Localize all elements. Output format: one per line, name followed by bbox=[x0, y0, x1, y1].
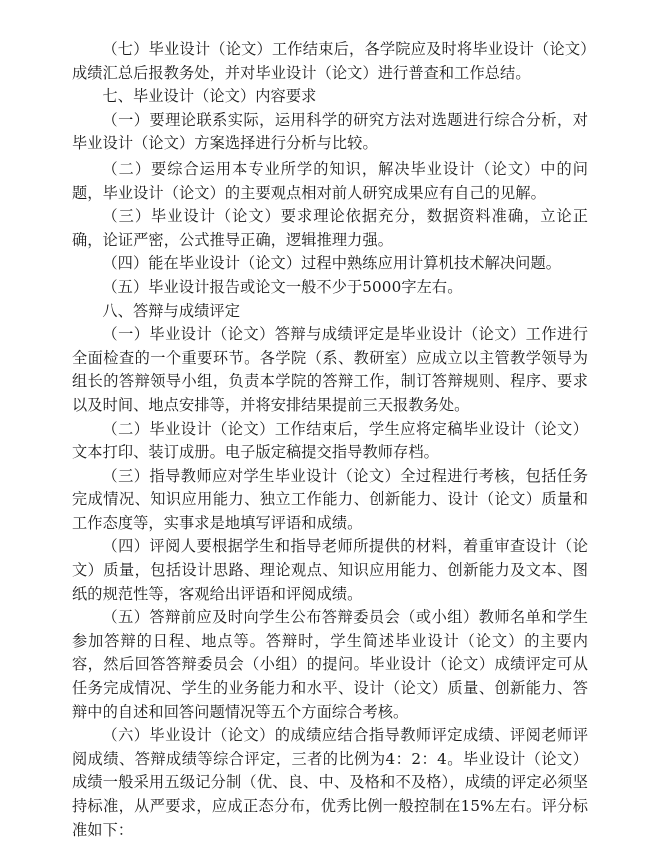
document-page bbox=[72, 38, 588, 842]
section-heading-7: 七、毕业设计（论文）内容要求 bbox=[102, 87, 317, 106]
paragraph-7-2: （二）要综合运用本专业所学的知识，解决毕业设计（论文）中的问题，毕业设计（论文）的主要观点相对前人研究成果应有自己的见解。 bbox=[72, 159, 588, 202]
paragraph-8-6: （六）毕业设计（论文）的成绩应结合指导教师评定成绩、评阅老师评阅成绩、答辩成绩等综合评定，三者的比例为4：2：4。毕业设计（论文）成绩一般采用五级记分制（优、良、中、及格和不及格），成绩的评定必须坚持标准，从严要求，应成正态分布，优秀比例一般控制在15%左右。评分标准如下： bbox=[72, 726, 588, 839]
paragraph-8-3: （三）指导教师应对学生毕业设计（论文）全过程进行考核，包括任务完成情况、知识应用能力、独立工作能力、创新能力、设计（论文）质量和工作态度等，实事求是地填写评语和成绩。 bbox=[72, 466, 588, 532]
paragraph-8-4: （四）评阅人要根据学生和指导老师所提供的材料，着重审查设计（论文）质量，包括设计思路、理论观点、知识应用能力、创新能力及文本、图纸的规范性等，客观给出评语和评阅成绩。 bbox=[72, 537, 588, 603]
paragraph-8-2: （二）毕业设计（论文）工作结束后，学生应将定稿毕业设计（论文）文本打印、装订成册。电子版定稿提交指导教师存档。 bbox=[72, 419, 588, 462]
paragraph-8-1: （一）毕业设计（论文）答辩与成绩评定是毕业设计（论文）工作进行全面检查的一个重要环节。各学院（系、教研室）应成立以主管教学领导为组长的答辩领导小组，负责本学院的答辩工作，制订答辩规则、程序、要求以及时间、地点安排等，并将安排结果提前三天报教务处。 bbox=[72, 325, 588, 414]
paragraph-7-5: （五）毕业设计报告或论文一般不少于5000字左右。 bbox=[102, 277, 463, 296]
paragraph-8-5: （五）答辩前应及时向学生公布答辩委员会（或小组）教师名单和学生参加答辩的日程、地点等。答辩时，学生简述毕业设计（论文）的主要内容，然后回答答辩委员会（小组）的提问。毕业设计（论文）成绩评定可从任务完成情况、学生的业务能力和水平、设计（论文）质量、创新能力、答辩中的自述和回答问题情况等五个方面综合考核。 bbox=[72, 608, 588, 721]
paragraph-7-4: （四）能在毕业设计（论文）过程中熟练应用计算机技术解决问题。 bbox=[102, 254, 562, 273]
section-heading-8: 八、答辩与成绩评定 bbox=[102, 301, 240, 320]
paragraph-7-7: （七）毕业设计（论文）工作结束后，各学院应及时将毕业设计（论文）成绩汇总后报教务处，并对毕业设计（论文）进行普查和工作总结。 bbox=[72, 40, 588, 82]
paragraph-7-1: （一）要理论联系实际，运用科学的研究方法对选题进行综合分析，对毕业设计（论文）方案选择进行分析与比较。 bbox=[72, 110, 588, 153]
paragraph-7-3: （三）毕业设计（论文）要求理论依据充分，数据资料准确，立论正确，论证严密，公式推导正确，逻辑推理力强。 bbox=[72, 207, 588, 249]
